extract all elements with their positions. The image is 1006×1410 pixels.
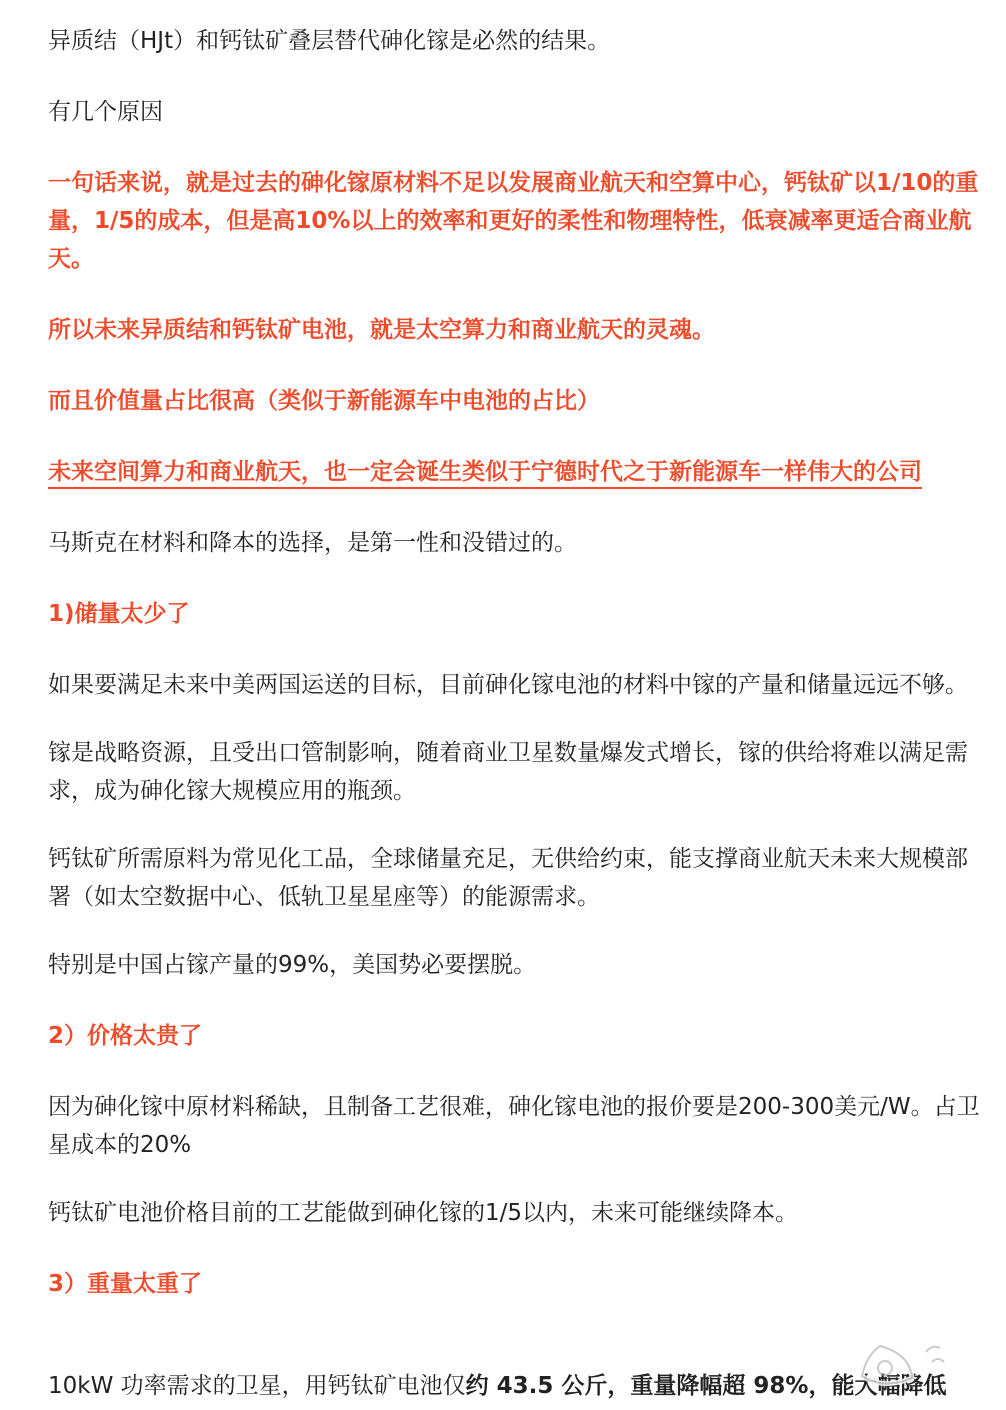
- paragraph-reserves-1: 如果要满足未来中美两国运送的目标，目前砷化镓电池的材料中镓的产量和储量远远不够。: [48, 672, 968, 698]
- article-body: [48, 22, 988, 1303]
- paragraph-great-company: 未来空间算力和商业航天，也一定会诞生类似于宁德时代之于新能源车一样伟大的公司: [48, 459, 922, 485]
- paragraph-musk: 马斯克在材料和降本的选择，是第一性和没错过的。: [48, 530, 577, 556]
- paragraph-summary: 一句话来说，就是过去的砷化镓原材料不足以发展商业航天和空算中心，钙钛矿以1/10的重量，1/5的成本，但是高10%以上的效率和更好的柔性和物理特性，低衰减率更适合商业航天。: [48, 170, 979, 272]
- paragraph-soul: 所以未来异质结和钙钛矿电池，就是太空算力和商业航天的灵魂。: [48, 317, 715, 343]
- heading-price: 2）价格太贵了: [48, 1023, 203, 1049]
- weight-text-bold: 约 43.5 公斤，重量降幅超 98%，能大幅降低: [465, 1373, 947, 1399]
- paragraph-reserves-2: 镓是战略资源，且受出口管制影响，随着商业卫星数量爆发式增长，镓的供给将难以满足需求，成为砷化镓大规模应用的瓶颈。: [48, 740, 968, 804]
- paragraph-reserves-4: 特别是中国占镓产量的99%，美国势必要摆脱。: [48, 952, 537, 978]
- paragraph-reserves-3: 钙钛矿所需原料为常见化工品，全球储量充足，无供给约束，能支撑商业航天未来大规模部署（如太空数据中心、低轨卫星星座等）的能源需求。: [48, 846, 968, 910]
- paragraph-price-2: 钙钛矿电池价格目前的工艺能做到砷化镓的1/5以内，未来可能继续降本。: [48, 1200, 799, 1226]
- paragraph-weight-cut: [48, 1367, 1006, 1405]
- heading-reserves: 1)储量太少了: [48, 601, 190, 627]
- paragraph-intro: 异质结（HJt）和钙钛矿叠层替代砷化镓是必然的结果。: [48, 28, 611, 54]
- paragraph-value-share: 而且价值量占比很高（类似于新能源车中电池的占比）: [48, 388, 600, 414]
- heading-weight: 3）重量太重了: [48, 1271, 203, 1297]
- paragraph-reasons: 有几个原因: [48, 99, 163, 125]
- weight-text-normal: 10kW 功率需求的卫星，用钙钛矿电池仅: [48, 1373, 466, 1399]
- paragraph-price-1: 因为砷化镓中原材料稀缺，且制备工艺很难，砷化镓电池的报价要是200-300美元/W。占卫星成本的20%: [48, 1094, 980, 1158]
